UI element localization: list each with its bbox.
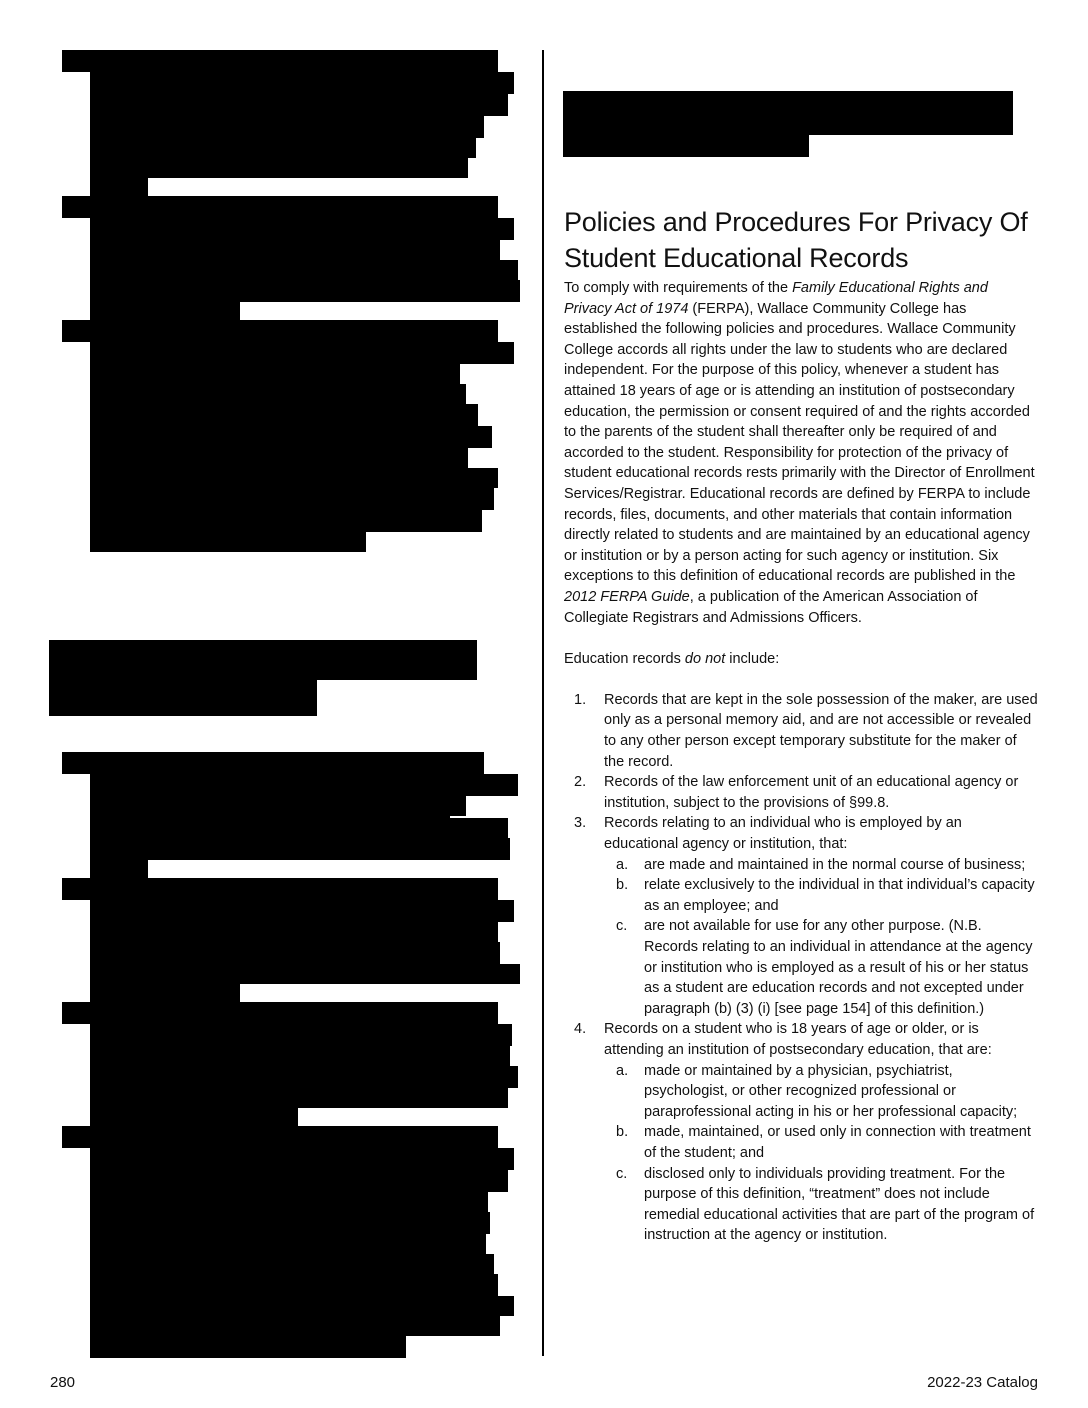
- redacted-heading: [563, 91, 1013, 135]
- redaction-bar: [90, 72, 514, 94]
- redaction-bar: [90, 178, 148, 198]
- sub-list-letter: b.: [616, 877, 629, 894]
- records-intro-text: include:: [725, 650, 780, 667]
- privacy-policy-section: [564, 204, 1039, 1246]
- sub-list-item: [604, 855, 1039, 876]
- redaction-bar: [90, 816, 450, 838]
- exclusions-list: [564, 690, 1039, 1246]
- redaction-bar: [90, 1316, 500, 1336]
- list-number: 4.: [574, 1021, 587, 1038]
- redaction-bar: [90, 342, 514, 364]
- redaction-bar: [90, 302, 240, 322]
- sub-list-item-text: disclosed only to individuals providing treatment. For the purpose of this definition, “treatment” does not include remedial educational activities that are part of the program of instruction at the agency or institution.: [644, 1165, 1035, 1244]
- list-item-text: Records that are kept in the sole possession of the maker, are used only as a personal memory aid, and are not accessible or revealed to any other person except temporary substitute for the maker of the record.: [604, 691, 1038, 770]
- redaction-bar: [90, 138, 476, 158]
- redaction-bar: [90, 384, 466, 404]
- sub-list-letter: c.: [616, 918, 628, 935]
- sub-list-letter: b.: [616, 1124, 629, 1141]
- redaction-bar: [90, 488, 494, 510]
- sub-list-item-text: are made and maintained in the normal course of business;: [644, 856, 1026, 873]
- redaction-bar: [62, 1126, 498, 1148]
- sub-list-item-text: relate exclusively to the individual in that individual’s capacity as an employee; and: [644, 877, 1035, 914]
- redaction-bar: [90, 1336, 406, 1358]
- redaction-bar: [62, 196, 498, 218]
- redaction-bar: [62, 1002, 498, 1024]
- list-item: [564, 813, 1039, 1019]
- list-item: [564, 772, 1039, 813]
- redaction-bar: [90, 1274, 498, 1296]
- sub-list: [604, 1061, 1039, 1246]
- ferpa-guide-title: 2012 FERPA Guide: [564, 588, 690, 605]
- redaction-bar: [90, 984, 240, 1002]
- redaction-bar: [90, 240, 500, 260]
- redaction-bar: [90, 1148, 514, 1170]
- sub-list-item-text: made, maintained, or used only in connection with treatment of the student; and: [644, 1124, 1031, 1161]
- redaction-bar: [90, 900, 514, 922]
- sub-list-item: [604, 1061, 1039, 1123]
- redaction-bar: [90, 922, 498, 942]
- ferpa-act-title: Family Educational Rights and Privacy Act of 1974: [564, 280, 988, 317]
- sub-list-item: [604, 1122, 1039, 1163]
- catalog-label: 2022-23 Catalog: [927, 1374, 1038, 1391]
- redaction-bar: [90, 1192, 488, 1212]
- redaction-bar: [90, 510, 482, 532]
- redaction-bar: [90, 1024, 512, 1046]
- sub-list-item-text: are not available for use for any other purpose. (N.B. Records relating to an individual in attendance at the agency or institution who is employed as a result of his or her status as a student are education records and not excepted under paragraph (b) (3) (i) [see page 154] of this definition.): [644, 918, 1033, 1017]
- redaction-bar: [90, 532, 366, 552]
- redaction-bar: [450, 818, 508, 838]
- records-intro: [564, 649, 1039, 670]
- redaction-bar: [90, 1066, 518, 1088]
- redaction-bar: [62, 50, 498, 72]
- redaction-bar: [90, 1254, 494, 1274]
- section-heading: Policies and Procedures For Privacy Of Student Educational Records: [564, 207, 1028, 273]
- redaction-bar: [90, 448, 468, 468]
- records-intro-text: Education records: [564, 650, 685, 667]
- redaction-bar: [90, 218, 514, 240]
- list-number: 1.: [574, 691, 587, 708]
- sub-list: [604, 855, 1039, 1020]
- sub-list-letter: a.: [616, 856, 629, 873]
- redaction-bar: [90, 364, 460, 384]
- sub-list-item: [604, 1164, 1039, 1246]
- redaction-bar: [90, 1234, 486, 1254]
- redaction-bar: [90, 116, 484, 138]
- redaction-bar: [90, 158, 468, 178]
- redaction-bar: [90, 1296, 514, 1316]
- sub-list-letter: c.: [616, 1165, 628, 1182]
- page-number: 280: [50, 1374, 76, 1391]
- list-number: 3.: [574, 815, 587, 832]
- redaction-bar: [90, 468, 498, 488]
- redaction-bar: [90, 796, 466, 816]
- redaction-bar: [49, 640, 477, 680]
- redaction-bar: [90, 1088, 508, 1108]
- redaction-bar: [90, 1108, 298, 1128]
- redaction-bar: [90, 774, 518, 796]
- redaction-bar: [90, 94, 508, 116]
- list-item: [564, 1019, 1039, 1246]
- redaction-bar: [90, 1046, 510, 1066]
- intro-text: (FERPA), Wallace Community College has established the following policies and procedures. Wallace Community College accords all rights under the law to students who are declared independent. For the purpose of this policy, whenever a student has attained 18 years of age or is attending an institution of postsecondary education, the permission or consent required of and the rights accorded to the parents of the student shall thereafter only be required of and accorded to the student. Responsibility for protection of the privacy of student educational records rests primarily with the Director of Enrollment Services/Registrar. Educational records are defined by FERPA to include records, files, documents, and other materials that contain information directly related to students and are maintained by an educational agency or institution or by a person acting for such agency or institution. Six exceptions to this definition of educational records are published in the: [564, 300, 1035, 585]
- sub-list-letter: a.: [616, 1062, 629, 1079]
- list-item: [564, 690, 1039, 772]
- sub-list-item: [604, 916, 1039, 1019]
- redaction-bar: [90, 942, 500, 964]
- redaction-bar: [90, 860, 148, 880]
- column-divider: [542, 50, 544, 1356]
- records-intro-emphasis: do not: [684, 650, 726, 667]
- list-number: 2.: [574, 774, 587, 791]
- intro-paragraph: [564, 278, 1039, 628]
- redaction-bar: [62, 320, 498, 342]
- redaction-bar: [90, 1170, 508, 1192]
- redaction-bar: [90, 280, 520, 302]
- intro-text: To comply with requirements of the: [564, 280, 793, 296]
- sub-list-item: [604, 875, 1039, 916]
- intro-text: , a publication of the American Association of Collegiate Registrars and Admissions Officers.: [564, 588, 978, 626]
- redaction-bar: [62, 752, 484, 774]
- redaction-bar: [90, 838, 510, 860]
- redaction-bar: [90, 1212, 490, 1234]
- sub-list-item-text: made or maintained by a physician, psychiatrist, psychologist, or other recognized professional or paraprofessional acting in his or her professional capacity;: [644, 1062, 1018, 1120]
- list-item-text: Records of the law enforcement unit of an educational agency or institution, subject to the provisions of §99.8.: [604, 774, 1019, 811]
- redacted-heading: [563, 135, 809, 157]
- list-item-text: Records relating to an individual who is employed by an educational agency or institution, that:: [604, 815, 962, 853]
- redaction-bar: [90, 404, 478, 426]
- redaction-bar: [90, 260, 518, 280]
- redaction-bar: [90, 426, 492, 448]
- redaction-bar: [62, 878, 498, 900]
- list-item-text: Records on a student who is 18 years of age or older, or is attending an institution of postsecondary education, that are:: [604, 1021, 992, 1058]
- redaction-bar: [90, 964, 520, 984]
- redaction-bar: [49, 680, 317, 716]
